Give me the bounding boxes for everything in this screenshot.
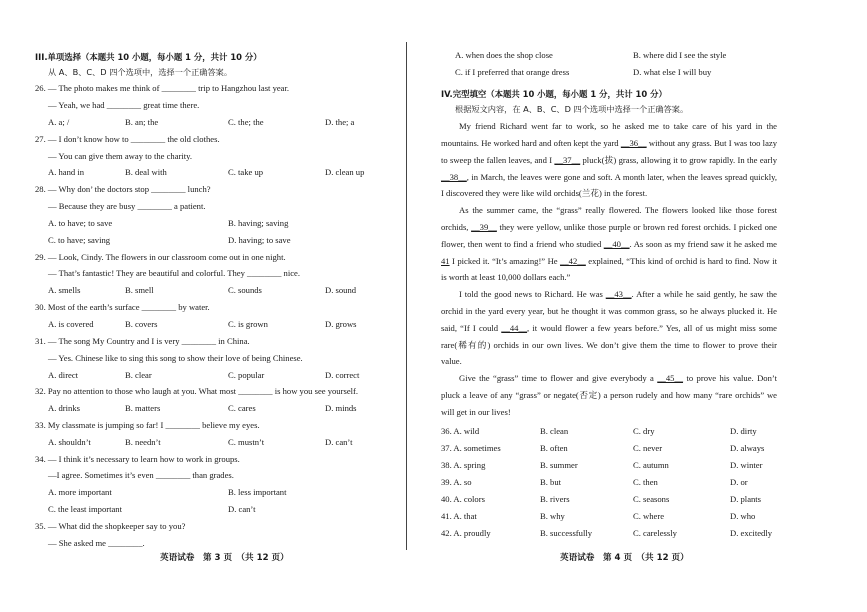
answer-39-option-c[interactable]: C. then: [633, 477, 658, 487]
q28-reply: — Because they are busy ________ a patient.: [48, 201, 206, 211]
answer-42-option-c[interactable]: C. carelessly: [633, 528, 677, 538]
answer-40-option-a[interactable]: 40. A. colors: [441, 494, 485, 504]
q31-reply: — Yes. Chinese like to sing this song to show their love of being Chinese.: [48, 353, 303, 363]
q35-option-b[interactable]: B. where did I see the style: [633, 50, 727, 60]
answer-37-option-d[interactable]: D. always: [730, 443, 765, 453]
section4-title: IV.完型填空（本题共 10 小题，每小题 1 分，共计 10 分）: [441, 89, 667, 99]
q29-option-d[interactable]: D. sound: [325, 285, 357, 295]
answer-41-option-c[interactable]: C. where: [633, 511, 665, 521]
blank-37: __37__: [554, 154, 581, 165]
answer-41-option-b[interactable]: B. why: [540, 511, 565, 521]
passage-text: pluck(拔) grass, allowing it to grow rapidly. In the early: [580, 154, 777, 165]
passage-text: to prove his value. Don’t pluck a leave of any “grass” or negate(否定) a person rudely and how many “rare orchids” we will get in our lives!: [441, 373, 777, 417]
passage-text: they were yellow, unlike those purple or brown red forest orchids. I picked one flower, then went to find a friend who studied: [441, 221, 777, 249]
passage-text: without any grass. But I was too lazy to sweep the fallen leaves, and I: [441, 137, 777, 165]
q35-option-a[interactable]: A. when does the shop close: [455, 50, 553, 60]
section3-title: III.单项选择（本题共 10 小题，每小题 1 分，共计 10 分）: [35, 52, 262, 62]
page-footer-left: 英语试卷 第 3 页 （共 12 页）: [160, 553, 289, 563]
q34-option-b[interactable]: B. less important: [228, 487, 287, 497]
q35-reply: — She asked me ________.: [48, 538, 145, 548]
q29-option-a[interactable]: A. smells: [48, 285, 81, 295]
q28-option-c[interactable]: C. to have; saving: [48, 235, 111, 245]
q26-option-a[interactable]: A. a; /: [48, 117, 70, 127]
q34-option-d[interactable]: D. can’t: [228, 504, 256, 514]
answer-40-option-c[interactable]: C. seasons: [633, 494, 670, 504]
answer-36-option-a[interactable]: 36. A. wild: [441, 426, 480, 436]
answer-40-option-d[interactable]: D. plants: [730, 494, 762, 504]
q27-stem: 27. — I don’t know how to ________ the old clothes.: [35, 134, 220, 144]
passage-text: I told the good news to Richard. He was: [459, 289, 606, 299]
passage-text: . As soon as my friend saw it he asked me: [629, 238, 777, 249]
q34-reply: —I agree. Sometimes it’s even ________ than grades.: [48, 470, 234, 480]
q28-option-d[interactable]: D. having; to save: [228, 235, 291, 245]
q32-option-b[interactable]: B. matters: [125, 403, 161, 413]
blank-39: __39__: [471, 221, 497, 232]
blank-36: __36__: [620, 137, 647, 148]
answer-39-option-b[interactable]: B. but: [540, 477, 562, 487]
passage-paragraph-3: [441, 286, 777, 370]
q30-stem: 30. Most of the earth’s surface ________ by water.: [35, 302, 210, 312]
section3-instructions: 从 A、B、C、D 四个选项中，选择一个正确答案。: [48, 67, 233, 77]
q33-option-a[interactable]: A. shouldn’t: [48, 437, 91, 447]
answer-42-option-b[interactable]: B. successfully: [540, 528, 593, 538]
answer-36-option-c[interactable]: C. dry: [633, 426, 655, 436]
blank-38: __38__: [441, 171, 467, 182]
q34-stem: 34. — I think it’s necessary to learn how to work in groups.: [35, 454, 240, 464]
answer-39-option-a[interactable]: 39. A. so: [441, 477, 472, 487]
blank-40: __40__: [603, 238, 630, 249]
q34-option-a[interactable]: A. more important: [48, 487, 112, 497]
q31-option-c[interactable]: C. popular: [228, 370, 265, 380]
answer-37-option-a[interactable]: 37. A. sometimes: [441, 443, 501, 453]
q31-option-d[interactable]: D. correct: [325, 370, 360, 380]
q32-option-c[interactable]: C. cares: [228, 403, 256, 413]
q31-option-a[interactable]: A. direct: [48, 370, 79, 380]
q31-option-b[interactable]: B. clear: [125, 370, 152, 380]
q32-option-a[interactable]: A. drinks: [48, 403, 80, 413]
q29-option-c[interactable]: C. sounds: [228, 285, 262, 295]
q32-stem: 32. Pay no attention to those who laugh at you. What most ________ is how you see yourself.: [35, 386, 359, 396]
q35-option-d[interactable]: D. what else I will buy: [633, 67, 712, 77]
blank-41: 41: [441, 255, 450, 266]
passage-paragraph-4: [441, 370, 777, 421]
passage-text: My friend Richard went far to work, so he asked me to take care of his yard in the mountains. He worked hard and often kept the yard: [441, 121, 777, 148]
page-footer-right: 英语试卷 第 4 页 （共 12 页）: [560, 553, 689, 563]
answer-38-option-a[interactable]: 38. A. spring: [441, 460, 486, 470]
q27-option-a[interactable]: A. hand in: [48, 167, 85, 177]
passage-text: , it would flower a few years before.” Yes, all of us might miss some rare(稀有的) orchids in our own lives. We don’t give them the time to flower to prove their value.: [441, 322, 777, 367]
q29-reply: — That’s fantastic! They are beautiful and colorful. They ________ nice.: [48, 268, 301, 278]
answer-40-option-b[interactable]: B. rivers: [540, 494, 570, 504]
q34-option-c[interactable]: C. the least important: [48, 504, 122, 514]
answer-37-option-c[interactable]: C. never: [633, 443, 663, 453]
blank-45: __45__: [657, 373, 684, 383]
blank-44: __44__: [501, 322, 528, 333]
passage-paragraph-1: [441, 118, 777, 202]
q30-option-a[interactable]: A. is covered: [48, 319, 94, 329]
answer-42-option-d[interactable]: D. excitedly: [730, 528, 772, 538]
q27-option-b[interactable]: B. deal with: [125, 167, 167, 177]
q35-option-c[interactable]: C. if I preferred that orange dress: [455, 67, 570, 77]
q29-option-b[interactable]: B. smell: [125, 285, 154, 295]
q27-option-c[interactable]: C. take up: [228, 167, 264, 177]
passage-text: Give the “grass” time to flower and give everybody a: [459, 373, 658, 383]
blank-42: __42__: [560, 255, 586, 266]
q33-stem: 33. My classmate is jumping so far! I ________ believe my eyes.: [35, 420, 260, 430]
answer-38-option-c[interactable]: C. autumn: [633, 460, 669, 470]
passage-text: . After a while he said gently, he saw the orchid in the yard every year, but he thought it was common grass, so he always plucked it. He said, “If I could: [441, 289, 777, 333]
answer-39-option-d[interactable]: D. or: [730, 477, 748, 487]
passage-text: As the summer came, the “grass” really flowered. The flowers looked like those forest orchids,: [441, 205, 777, 232]
q27-option-d[interactable]: D. clean up: [325, 167, 365, 177]
q30-option-c[interactable]: C. is grown: [228, 319, 268, 329]
q26-option-c[interactable]: C. the; the: [228, 117, 264, 127]
q30-option-d[interactable]: D. grows: [325, 319, 357, 329]
blank-43: __43__: [605, 289, 632, 299]
q26-option-d[interactable]: D. the; a: [325, 117, 355, 127]
answer-37-option-b[interactable]: B. often: [540, 443, 568, 453]
q29-stem: 29. — Look, Cindy. The flowers in our classroom come out in one night.: [35, 252, 286, 262]
answer-38-option-b[interactable]: B. summer: [540, 460, 578, 470]
passage-text: explained, “This kind of orchid is hard to find. Now it is worth at least 10,000 dollars each.”: [441, 255, 777, 283]
section4-instructions: 根据短文内容，在 A、B、C、D 四个选项中选择一个正确答案。: [455, 104, 689, 114]
q33-option-d[interactable]: D. can’t: [325, 437, 353, 447]
q32-option-d[interactable]: D. minds: [325, 403, 357, 413]
q28-stem: 28. — Why don’ the doctors stop ________ lunch?: [35, 184, 211, 194]
q26-reply: — Yeah, we had ________ great time there.: [48, 100, 200, 110]
answer-41-option-a[interactable]: 41. A. that: [441, 511, 477, 521]
answer-38-option-d[interactable]: D. winter: [730, 460, 763, 470]
q33-option-c[interactable]: C. mustn’t: [228, 437, 265, 447]
passage-text: I picked it. “It’s amazing!” He: [449, 255, 561, 266]
passage-paragraph-2: [441, 202, 777, 286]
passage-text: , in March, the leaves were gone and soft. A month later, when the leaves spread quickly, I discovered they were like wild orchids(兰花) in the forest.: [441, 171, 777, 199]
q27-reply: — You can give them away to the charity.: [48, 151, 193, 161]
q35-stem: 35. — What did the shopkeeper say to you?: [35, 521, 186, 531]
answer-41-option-d[interactable]: D. who: [730, 511, 756, 521]
answer-42-option-a[interactable]: 42. A. proudly: [441, 528, 491, 538]
q26-option-b[interactable]: B. an; the: [125, 117, 159, 127]
q28-option-b[interactable]: B. having; saving: [228, 218, 289, 228]
q33-option-b[interactable]: B. needn’t: [125, 437, 161, 447]
answer-36-option-d[interactable]: D. dirty: [730, 426, 757, 436]
column-divider: [406, 42, 407, 550]
q30-option-b[interactable]: B. covers: [125, 319, 158, 329]
q28-option-a[interactable]: A. to have; to save: [48, 218, 113, 228]
q31-stem: 31. — The song My Country and I is very ________ in China.: [35, 336, 250, 346]
answer-36-option-b[interactable]: B. clean: [540, 426, 569, 436]
q26-stem: 26. — The photo makes me think of ________ trip to Hangzhou last year.: [35, 83, 290, 93]
